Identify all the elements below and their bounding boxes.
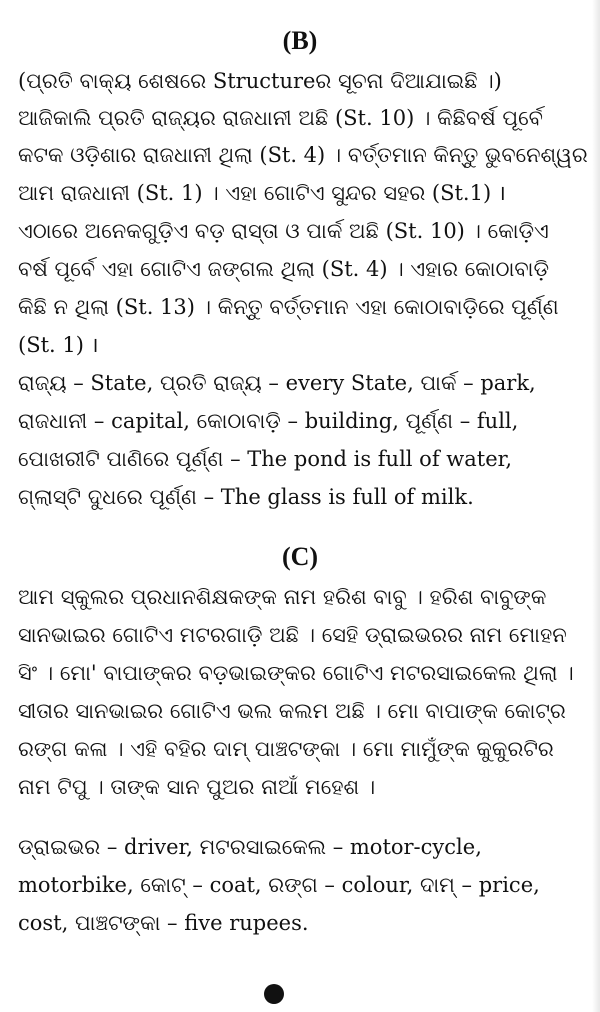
section-b-note: (ପ୍ରତି ବାକ୍ୟ ଶେଷରେ Structureର ସୂଚନା ଦିଆଯାଇଛି ।) xyxy=(18,69,502,93)
section-b-line: କିଛି ନ ଥିଲା (St. 13) । କିନ୍ତୁ ବର୍ତ୍ତମାନ ଏହା କୋଠାବାଡ଼ିରେ ପୂର୍ଣ୍ଣ xyxy=(18,295,559,319)
section-b-line: ବର୍ଷ ପୂର୍ବେ ଏହା ଗୋଟିଏ ଜଙ୍ଗଲ ଥିଲା (St. 4) । ଏହାର କୋଠାବାଡ଼ି xyxy=(18,257,550,281)
page-edge-shadow xyxy=(592,0,600,1012)
section-b-line: କଟକ ଓଡ଼ିଶାର ରାଜଧାନୀ ଥିଲା (St. 4) । ବର୍ତ୍ତମାନ କିନ୍ତୁ ଭୁବନେଶ୍ୱର xyxy=(18,143,588,167)
section-b-line: ଆମ ରାଜଧାନୀ (St. 1) । ଏହା ଗୋଟିଏ ସୁନ୍ଦର ସହର (St.1) । xyxy=(18,181,506,205)
section-c-line: ନାମ ଟିପୁ । ତାଙ୍କ ସାନ ପୁଅର ନାଆଁ ମହେଶ । xyxy=(18,775,376,799)
section-c-vocab: motorbike, କୋଟ୍ – coat, ରଙ୍ଗ – colour, ଦାମ୍ – price, xyxy=(18,873,540,897)
section-c-line: ସୀତାର ସାନଭାଇର ଗୋଟିଏ ଭଲ କଲମ ଅଛି । ମୋ ବାପାଙ୍କ କୋଟ୍‌ର xyxy=(18,699,566,723)
section-b-line: (St. 1) । xyxy=(18,333,99,357)
section-b-vocab: ରାଜ୍ୟ – State, ପ୍ରତି ରାଜ୍ୟ – every State, ପାର୍କ – park, xyxy=(18,371,536,395)
section-b-line: ଏଠାରେ ଅନେକଗୁଡ଼ିଏ ବଡ଼ ରାସ୍ତା ଓ ପାର୍କ ଅଛି (St. 10) । କୋଡ଼ିଏ xyxy=(18,219,549,243)
section-b-heading: (B) xyxy=(282,26,318,55)
section-c-line: ସାନଭାଇର ଗୋଟିଏ ମଟରଗାଡ଼ି ଅଛି । ସେହି ଡ୍ରାଇଭରର ନାମ ମୋହନ xyxy=(18,623,567,647)
section-b-vocab: ରାଜଧାନୀ – capital, କୋଠାବାଡ଼ି – building, ପୂର୍ଣ୍ଣ – full, xyxy=(18,409,519,433)
section-c-line: ରଙ୍ଗ କଳା । ଏହି ବହିର ଦାମ୍ ପାଞ୍ଚଟଙ୍କା । ମୋ ମାମୁଁଙ୍କ କୁକୁରଟିର xyxy=(18,737,554,761)
section-c-heading: (C) xyxy=(281,542,319,571)
section-c-line: ଆମ ସ୍କୁଲର ପ୍ରଧାନଶିକ୍ଷକଙ୍କ ନାମ ହରିଶ ବାବୁ । ହରିଶ ବାବୁଙ୍କ xyxy=(18,585,547,609)
page-bullet-dot xyxy=(264,984,284,1004)
section-b-vocab: ଗ୍ଲାସ୍‌ଟି ଦୁଧରେ ପୂର୍ଣ୍ଣ – The glass is full of milk. xyxy=(18,485,474,509)
section-c-line: ସିଂ । ମୋ' ବାପାଙ୍କର ବଡ଼ଭାଇଙ୍କର ଗୋଟିଏ ମଟରସାଇକେଲ ଥିଲା । xyxy=(18,661,574,685)
section-b-vocab: ପୋଖରୀଟି ପାଣିରେ ପୂର୍ଣ୍ଣ – The pond is full of water, xyxy=(18,447,513,471)
section-b-line: ଆଜିକାଲି ପ୍ରତି ରାଜ୍ୟର ରାଜଧାନୀ ଅଛି (St. 10) । କିଛିବର୍ଷ ପୂର୍ବେ xyxy=(18,106,543,130)
section-c-vocab: ଡ୍ରାଇଭର – driver, ମଟରସାଇକେଲ – motor-cycle, xyxy=(18,835,482,859)
section-c-vocab: cost, ପାଞ୍ଚଟଙ୍କା – five rupees. xyxy=(18,911,309,935)
